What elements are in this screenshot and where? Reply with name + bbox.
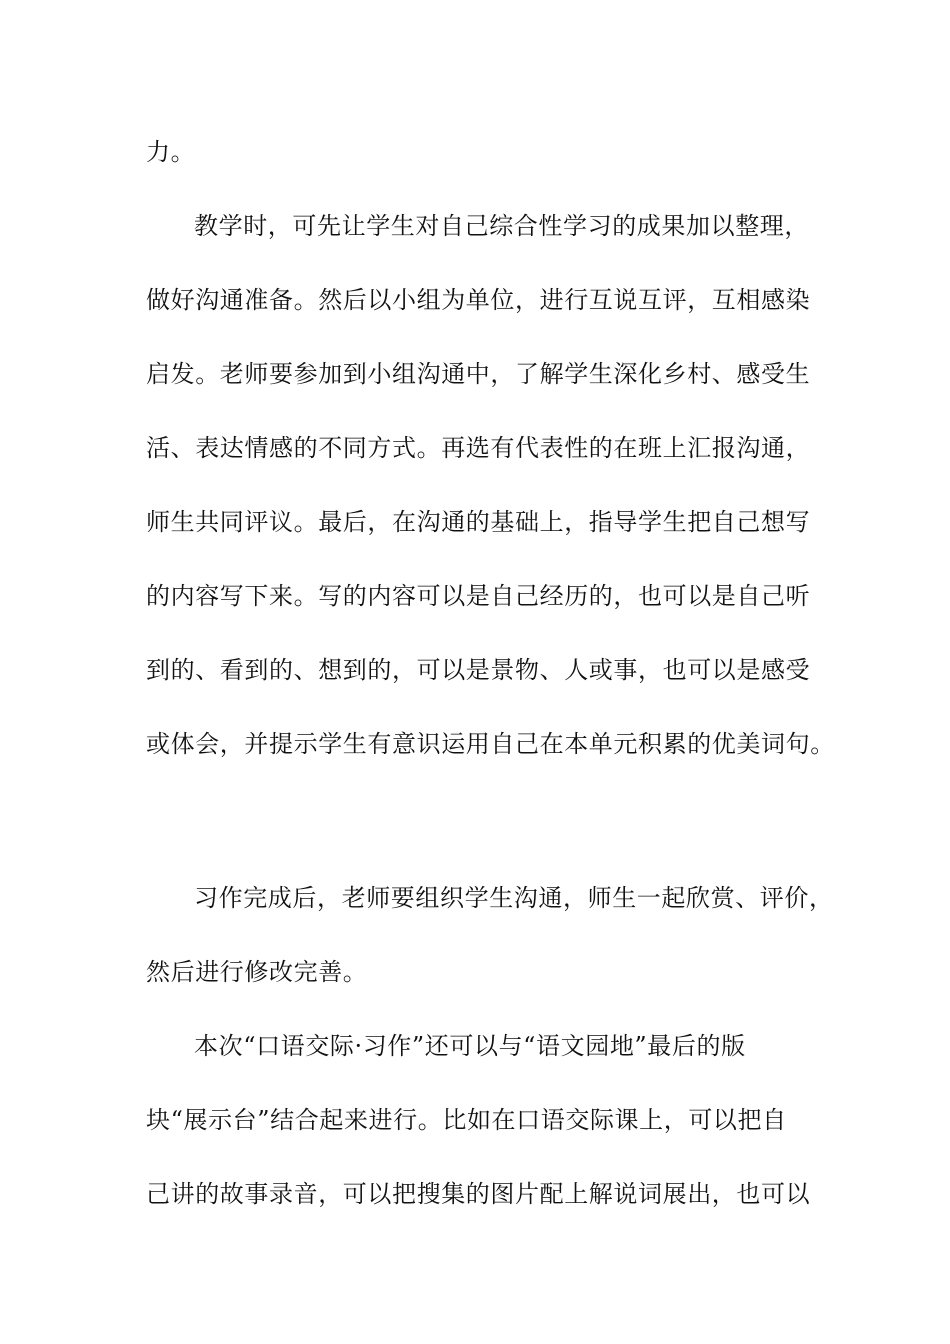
text-line-12: 本次“口语交际·习作”还可以与“语文园地”最后的版 — [194, 1032, 746, 1060]
text-line-11: 然后进行修改完善。 — [146, 958, 368, 986]
text-line-1: 力。 — [146, 138, 196, 166]
text-line-9: 或体会，并提示学生有意识运用自己在本单元积累的优美词句。 — [146, 730, 835, 758]
text-line-5: 活、表达情感的不同方式。再选有代表性的在班上汇报沟通， — [146, 434, 811, 462]
text-line-7: 的内容写下来。写的内容可以是自己经历的，也可以是自己听 — [146, 582, 811, 610]
text-line-13: 块“展示台”结合起来进行。比如在口语交际课上，可以把自 — [146, 1106, 787, 1134]
text-line-14: 己讲的故事录音，可以把搜集的图片配上解说词展出，也可以 — [146, 1180, 811, 1208]
text-line-4: 启发。老师要参加到小组沟通中，了解学生深化乡村、感受生 — [146, 360, 811, 388]
text-line-6: 师生共同评议。最后，在沟通的基础上，指导学生把自己想写 — [146, 508, 811, 536]
text-line-3: 做好沟通准备。然后以小组为单位，进行互说互评，互相感染 — [146, 286, 811, 314]
text-line-10: 习作完成后，老师要组织学生沟通，师生一起欣赏、评价， — [194, 884, 834, 912]
text-line-2: 教学时，可先让学生对自己综合性学习的成果加以整理， — [194, 212, 809, 240]
text-line-8: 到的、看到的、想到的，可以是景物、人或事，也可以是感受 — [146, 656, 811, 684]
